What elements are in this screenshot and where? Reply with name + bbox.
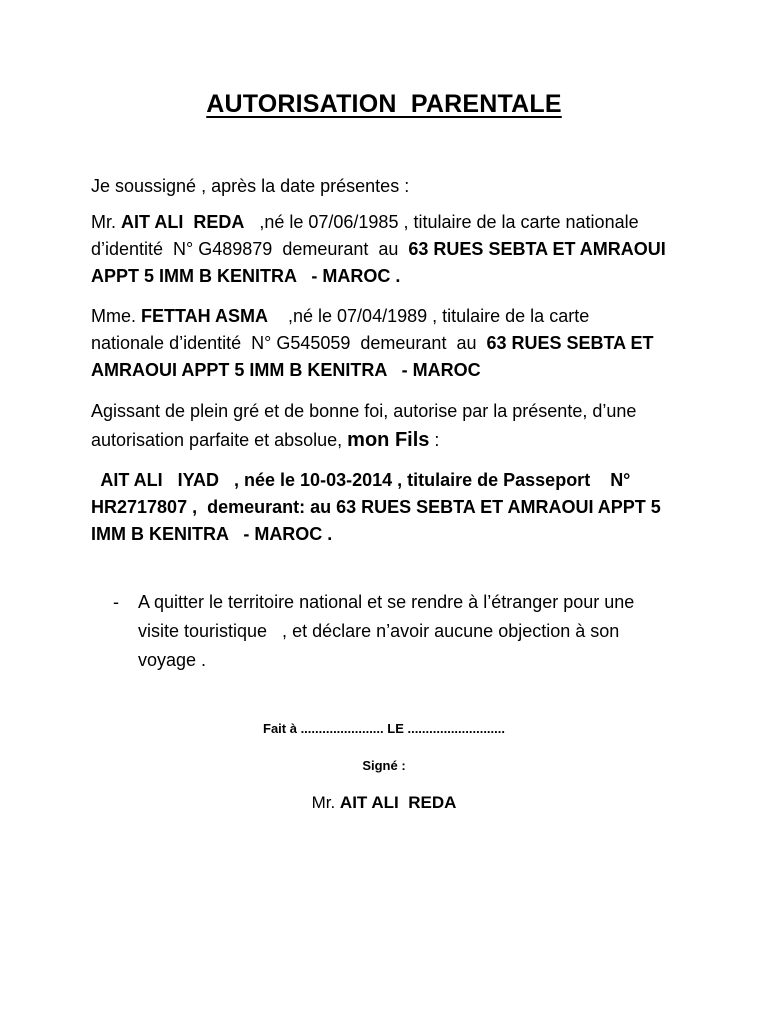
mother-line-1 (91, 303, 701, 330)
signe-label: Signé : (362, 758, 406, 773)
child-paragraph (91, 467, 701, 548)
fait-line: Fait à ....................... LE ........................... (263, 721, 505, 736)
authorization-line-2 (91, 426, 701, 455)
father-paragraph (91, 209, 701, 290)
child-line-1: AIT ALI IYAD , née le 10-03-2014 , titulaire de Passeport N° (91, 470, 631, 490)
signature-line (0, 793, 768, 813)
intro-text: Je soussigné , après la date présentes : (91, 176, 410, 196)
mother-birth: ,né le 07/04/1989 , titulaire de la carte (268, 306, 590, 326)
child-line-3: IMM B KENITRA - MAROC . (91, 524, 333, 544)
father-line-1 (91, 209, 701, 236)
authorization-paragraph (91, 397, 701, 455)
mother-address-b: AMRAOUI APPT 5 IMM B KENITRA - MAROC (91, 360, 481, 380)
document-title: AUTORISATION PARENTALE (206, 90, 562, 118)
mother-id: nationale d’identité N° G545059 demeurant au (91, 333, 487, 353)
list-line-1: A quitter le territoire national et se rendre à l’étranger pour une (138, 592, 635, 612)
mother-line-3 (91, 357, 701, 384)
list-bullet: - (113, 592, 119, 612)
authorization-emphasis: mon Fils (347, 429, 430, 451)
signature-name: AIT ALI REDA (339, 793, 457, 812)
father-line-2 (91, 236, 701, 263)
list-line-3: voyage . (138, 650, 207, 670)
list-item-text (138, 588, 713, 675)
father-address-a: 63 RUES SEBTA ET AMRAOUI (408, 239, 666, 259)
mother-line-2 (91, 330, 701, 357)
father-line-3 (91, 263, 701, 290)
mother-prefix: Mme. (91, 306, 142, 326)
father-address-b: APPT 5 IMM B KENITRA - MAROC . (91, 266, 401, 286)
child-line-2: HR2717807 , demeurant: au 63 RUES SEBTA ET AMRAOUI APPT 5 (91, 497, 661, 517)
signature-prefix: Mr. (311, 793, 340, 812)
mother-name: FETTAH ASMA (141, 306, 268, 326)
mother-paragraph (91, 303, 701, 384)
authorization-line-1: Agissant de plein gré et de bonne foi, autorise par la présente, d’une (91, 401, 637, 421)
authorization-text: autorisation parfaite et absolue, (91, 430, 348, 450)
authorization-colon: : (429, 430, 440, 450)
father-birth: ,né le 07/06/1985 , titulaire de la carte nationale (244, 212, 639, 232)
father-id: d’identité N° G489879 demeurant au (91, 239, 409, 259)
list-line-2: visite touristique , et déclare n’avoir aucune objection à son (138, 621, 620, 641)
father-prefix: Mr. (91, 212, 121, 232)
mother-address-a: 63 RUES SEBTA ET (486, 333, 654, 353)
father-name: AIT ALI REDA (121, 212, 245, 232)
